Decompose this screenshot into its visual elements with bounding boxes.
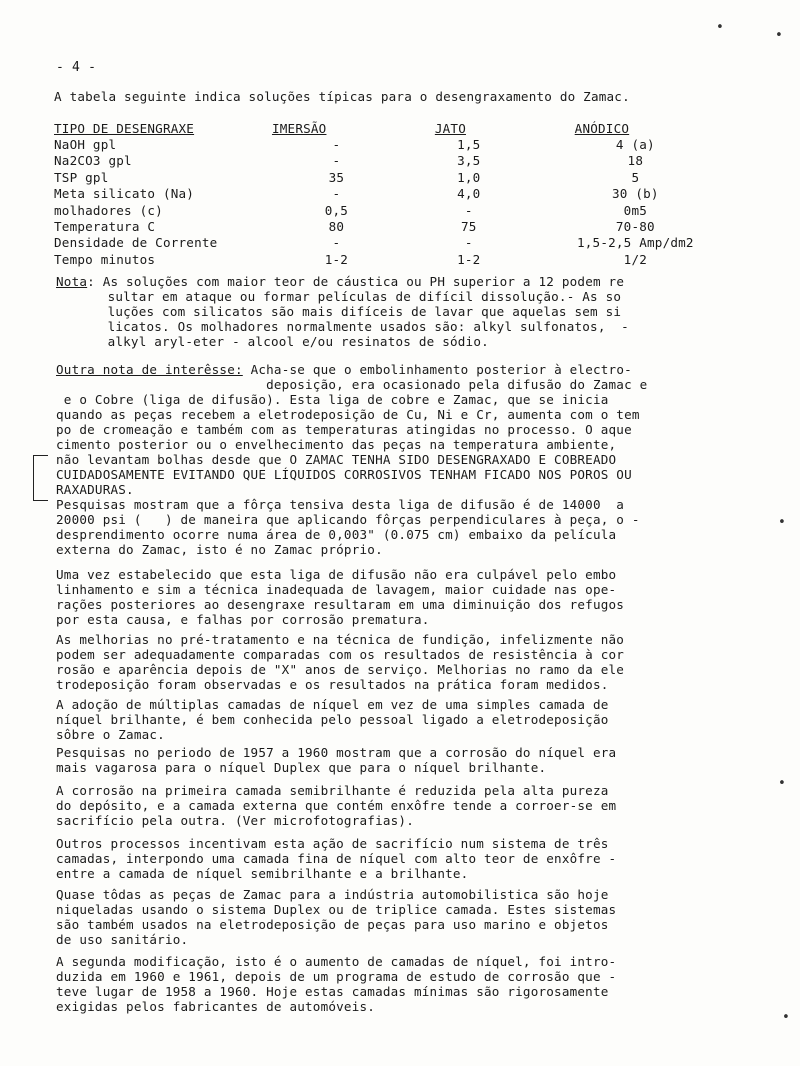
table-cell: -	[332, 186, 341, 202]
paragraph	[56, 745, 746, 775]
paragraph	[56, 836, 746, 881]
paragraph-line: teve lugar de 1958 a 1960. Hoje estas camadas mínimas são rigorosamente	[56, 984, 609, 999]
table-cell: Temperatura C	[54, 219, 156, 235]
table-cell: 4,0	[457, 186, 481, 202]
scan-speck-mark: •	[782, 1010, 791, 1025]
paragraph-line: Uma vez estabelecido que esta liga de difusão não era culpável pelo embo	[56, 567, 617, 582]
paragraph-line: niqueladas usando o sistema Duplex ou de triplice camada. Estes sistemas	[56, 902, 617, 917]
paragraph-line: Pesquisas no periodo de 1957 a 1960 mostram que a corrosão do níquel era	[56, 745, 617, 760]
table-row	[54, 186, 734, 202]
table-row	[54, 170, 734, 186]
table-cell: 0,5	[324, 202, 349, 218]
outra-nota-line: CUIDADOSAMENTE EVITANDO QUE LÍQUIDOS CORROSIVOS TENHAM FICADO NOS POROS OU	[56, 467, 632, 482]
nota-line: alkyl aryl-eter - alcool e/ou resinatos de sódio.	[92, 334, 489, 349]
table-header: IMERSÃO	[271, 120, 327, 136]
paragraph-line: rosão e aparência depois de "X" anos de serviço. Melhorias no ramo da ele	[56, 662, 625, 677]
table-row	[54, 203, 734, 219]
table-cell: TSP gpl	[54, 169, 109, 185]
outra-nota-line: quando as peças recebem a eletrodeposição de Cu, Ni e Cr, aumenta com o tem	[56, 407, 640, 422]
table-cell: 1/2	[623, 251, 648, 267]
nota-line: sultar em ataque ou formar películas de difícil dissolução.- As so	[92, 289, 622, 304]
table-cell: 75	[460, 219, 477, 235]
paragraph	[56, 632, 746, 692]
paragraph-line: A adoção de múltiplas camadas de níquel em vez de uma simples camada de	[56, 697, 609, 712]
paragraph-line: camadas, interpondo uma camada fina de níquel com alto teor de enxôfre -	[56, 851, 617, 866]
table-cell: -	[332, 235, 341, 251]
outra-nota-label: Outra nota de interêsse:	[56, 362, 243, 377]
paragraph-line: desprendimento ocorre numa área de 0,003" (0.075 cm) embaixo da película	[56, 527, 617, 542]
table-cell: molhadores (c)	[54, 202, 163, 218]
paragraph-line: são também usados na eletrodeposição de peças para uso marino e objetos	[56, 917, 609, 932]
table-cell: 1-2	[457, 251, 481, 267]
outra-nota-line: po de cromeação e também com as temperaturas atingidas no processo. O aque	[56, 422, 632, 437]
outra-nota-block	[56, 362, 746, 497]
table-cell: 1,5-2,5 Amp/dm2	[576, 235, 694, 251]
table-cell: 4 (a)	[615, 137, 655, 152]
outra-nota-line: cimento posterior ou o envelhecimento das peças na temperatura ambiente,	[56, 437, 617, 452]
paragraph-line: de uso sanitário.	[56, 932, 189, 947]
paragraph-line: A corrosão na primeira camada semibrilhante é reduzida pela alta pureza	[56, 783, 609, 798]
paragraph-line: As melhorias no pré-tratamento e na técnica de fundição, infelizmente não	[56, 632, 625, 647]
table-cell: 1,5	[457, 137, 481, 152]
table-cell: 30 (b)	[611, 186, 659, 202]
table-cell: 70-80	[615, 219, 655, 235]
outra-nota-line: não levantam bolhas desde que O ZAMAC TENHA SIDO DESENGRAXADO E COBREADO	[56, 452, 617, 467]
degreasing-table	[54, 117, 734, 268]
table-header: TIPO DE DESENGRAXE	[54, 120, 195, 136]
table-cell: 1-2	[324, 251, 349, 267]
table-cell: 3,5	[457, 153, 481, 169]
table-cell: -	[464, 235, 473, 251]
paragraph-line: linhamento e sim a técnica inadequada de lavagem, maior cuidade nas ope-	[56, 582, 617, 597]
paragraph-line: duzida em 1960 e 1961, depois de um programa de estudo de corrosão que -	[56, 969, 617, 984]
paragraph-line: mais vagarosa para o níquel Duplex que para o níquel brilhante.	[56, 760, 547, 775]
outra-nota-line: e o Cobre (liga de difusão). Esta liga de cobre e Zamac, que se inicia	[56, 392, 609, 407]
nota-line: luções com silicatos são mais difíceis de lavar que aquelas sem si	[92, 304, 622, 319]
table-row	[54, 153, 734, 169]
outra-nota-line: deposição, era ocasionado pela difusão do Zamac e	[56, 377, 648, 392]
paragraph	[56, 497, 746, 557]
paragraph-line: podem ser adequadamente comparadas com os resultados de resistência à cor	[56, 647, 625, 662]
table-cell: -	[332, 153, 341, 169]
table-cell: Tempo minutos	[54, 251, 156, 267]
margin-bracket-mark	[33, 455, 48, 501]
paragraph-line: Outros processos incentivam esta ação de sacrifício num sistema de três	[56, 836, 609, 851]
paragraph-line: rações posteriores ao desengraxe resultaram em uma diminuição dos refugos	[56, 597, 625, 612]
paragraph-line: por esta causa, e falhas por corrosão prematura.	[56, 612, 430, 627]
paragraph-line: sôbre o Zamac.	[56, 727, 165, 742]
table-header: JATO	[434, 120, 466, 136]
table-cell: -	[332, 137, 341, 152]
nota-label: Nota	[56, 274, 88, 289]
paragraph-line: sacrifício pela outra. (Ver microfotografias).	[56, 813, 414, 828]
table-cell: 1,0	[457, 169, 481, 185]
paragraph	[56, 567, 746, 627]
paragraph	[56, 783, 746, 828]
table-cell: 5	[631, 169, 640, 185]
paragraph-line: Quase tôdas as peças de Zamac para a indústria automobilistica são hoje	[56, 887, 609, 902]
paragraph	[56, 887, 746, 947]
table-header: ANÓDICO	[574, 120, 630, 136]
outra-nota-line: Acha-se que o embolinhamento posterior à electro-	[242, 362, 632, 377]
scan-speck-mark: •	[716, 20, 725, 35]
paragraph-line: do depósito, e a camada externa que contém enxôfre tende a corroer-se em	[56, 798, 617, 813]
paragraph-line: níquel brilhante, é bem conhecida pelo pessoal ligado a eletrodeposição	[56, 712, 609, 727]
paragraph-line: 20000 psi ( ) de maneira que aplicando fôrças perpendiculares à peça, o -	[56, 512, 640, 527]
nota-line: licatos. Os molhadores normalmente usados são: alkyl sulfonatos, -	[92, 319, 629, 334]
table-cell: Meta silicato (Na)	[54, 186, 195, 202]
scan-speck-mark: •	[775, 28, 784, 43]
table-cell: Na2CO3 gpl	[54, 153, 132, 169]
table-cell: NaOH gpl	[54, 137, 117, 152]
outra-nota-line: RAXADURAS.	[56, 482, 134, 497]
paragraph	[56, 697, 746, 742]
paragraph-line: A segunda modificação, isto é o aumento de camadas de níquel, foi intro-	[56, 954, 617, 969]
intro-text: A tabela seguinte indica soluções típicas para o desengraxamento do Zamac.	[54, 89, 630, 104]
paragraph-line: entre a camada de níquel semibrilhante e a brilhante.	[56, 866, 469, 881]
paragraph-line: exigidas pelos fabricantes de automóveis.	[56, 999, 376, 1014]
table-row	[54, 137, 734, 153]
paragraph-line: trodeposição foram observadas e os resultados na prática foram medidos.	[56, 677, 609, 692]
paragraph-line: Pesquisas mostram que a fôrça tensiva desta liga de difusão é de 14000 a	[56, 497, 625, 512]
table-row	[54, 235, 734, 251]
scan-speck-mark: •	[778, 515, 787, 530]
table-header-row	[54, 117, 734, 137]
table-cell: -	[464, 202, 473, 218]
table-cell: 35	[328, 169, 345, 185]
nota-line: : As soluções com maior teor de cáustica ou PH superior a 12 podem re	[87, 274, 625, 289]
scan-speck-mark: •	[778, 776, 787, 791]
table-cell: 18	[627, 153, 644, 169]
paragraph-line: externa do Zamac, isto é no Zamac próprio.	[56, 542, 383, 557]
table-row	[54, 252, 734, 268]
table-cell: 80	[328, 219, 345, 235]
table-cell: 0m5	[623, 202, 648, 218]
page-number: - 4 -	[56, 60, 97, 75]
nota-block	[56, 274, 746, 349]
paragraph	[56, 954, 746, 1014]
table-row	[54, 219, 734, 235]
table-cell: Densidade de Corrente	[54, 235, 218, 251]
